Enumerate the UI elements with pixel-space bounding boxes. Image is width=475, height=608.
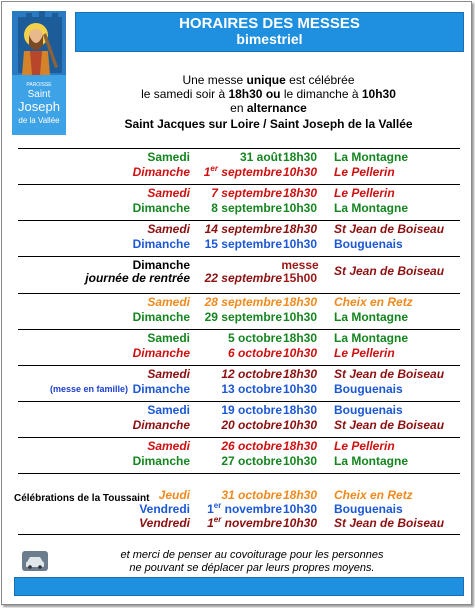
parish-logo (12, 11, 66, 135)
table-row (18, 295, 460, 310)
intro-text (75, 73, 462, 131)
row-place: St Jean de Boiseau (334, 367, 445, 381)
row-group (18, 438, 460, 473)
row-group (18, 185, 460, 220)
table-row (18, 454, 460, 469)
row-day: Dimanche (132, 258, 190, 272)
row-day: Dimanche (132, 165, 190, 179)
page-title: HORAIRES DES MESSES (179, 15, 360, 32)
table-row (18, 165, 460, 180)
row-time: 10h30 (282, 346, 318, 360)
carpool-line-1: et merci de penser au covoiturage pour les personnes (120, 549, 384, 561)
row-place: La Montagne (334, 331, 408, 345)
row-day: Dimanche (132, 201, 190, 215)
row-date-month: novembre (221, 502, 282, 516)
row-date: 31 octobre (221, 488, 282, 502)
table-row (18, 418, 460, 433)
row-date: 6 octobre (227, 346, 282, 360)
row-group (18, 294, 460, 329)
row-place: Bouguenais (334, 403, 403, 417)
logo-text-1: PAROISSE (26, 82, 52, 88)
table-row (18, 516, 460, 531)
row-day: Vendredi (139, 516, 190, 530)
row-day: Samedi (147, 403, 190, 417)
car-icon (22, 551, 48, 571)
row-date: 5 octobre (227, 331, 282, 345)
table-row (18, 201, 460, 216)
carpool-note (72, 549, 432, 575)
intro-places: Saint Jacques sur Loire / Saint Joseph de la Vallée (124, 117, 413, 131)
table-row (18, 346, 460, 361)
table-row (18, 403, 460, 418)
row-time: 10h30 (282, 454, 318, 468)
row-day: Samedi (147, 222, 190, 236)
row-day-subtitle: journée de rentrée (85, 271, 190, 285)
row-date: 22 septembre (204, 271, 282, 285)
row-group (18, 330, 460, 365)
row-day: Vendredi (139, 502, 190, 516)
logo-text-4: de la Vallée (18, 116, 60, 125)
row-time: 18h30 (282, 295, 318, 309)
page (1, 1, 472, 605)
logo-text-2: Saint (27, 89, 51, 100)
row-place: La Montagne (334, 201, 408, 215)
row-time: 10h30 (282, 237, 318, 251)
row-date-sup: er (210, 164, 218, 173)
intro-line-3: en alternance (230, 101, 307, 115)
page-subtitle: bimestriel (236, 31, 303, 47)
row-date: 28 septembre (204, 295, 282, 309)
table-row (18, 382, 460, 397)
row-time: 10h30 (282, 502, 318, 516)
row-time: 18h30 (282, 331, 318, 345)
row-date: 27 octobre (221, 454, 282, 468)
row-date: 26 octobre (221, 439, 282, 453)
table-row (18, 150, 460, 165)
row-time: 10h30 (282, 165, 318, 179)
row-time: 18h30 (282, 403, 318, 417)
row-date-num: 1 (203, 165, 211, 179)
row-place: St Jean de Boiseau (334, 418, 445, 432)
row-place: La Montagne (334, 454, 408, 468)
row-time: 10h30 (282, 310, 318, 324)
row-date: 7 septembre (211, 186, 282, 200)
row-date (204, 165, 282, 180)
row-place: Cheix en Retz (334, 295, 413, 309)
row-place: La Montagne (334, 150, 408, 164)
row-group (18, 257, 460, 293)
row-day: Jeudi (158, 488, 190, 502)
row-time: 18h30 (282, 439, 318, 453)
footer-bar (14, 577, 464, 596)
row-date: 14 septembre (204, 222, 282, 236)
row-date-sup: er (213, 501, 222, 510)
row-day: Samedi (147, 295, 190, 309)
row-day: Samedi (147, 150, 190, 164)
row-group-toussaint (18, 474, 460, 534)
carpool-line-2: ne pouvant se déplacer par leurs propres moyens. (129, 562, 375, 574)
row-date: 19 octobre (221, 403, 282, 417)
row-place: Le Pellerin (334, 439, 395, 453)
row-day: Dimanche (132, 382, 190, 396)
row-day: Dimanche (132, 418, 190, 432)
row-date (207, 516, 282, 531)
row-place: La Montagne (334, 310, 408, 324)
row-date: 8 septembre (211, 201, 282, 215)
row-time: messe (281, 258, 319, 272)
row-time: 18h30 (282, 186, 318, 200)
row-time: 18h30 (282, 222, 318, 236)
row-date: 13 octobre (221, 382, 282, 396)
toussaint-title: Célébrations de la Toussaint (14, 493, 150, 504)
row-date: 20 octobre (221, 418, 282, 432)
row-date-month: novembre (221, 516, 282, 530)
row-place: Bouguenais (334, 502, 403, 516)
row-date-num: 1 (207, 502, 214, 516)
row-separator (18, 534, 460, 535)
row-day: Dimanche (132, 237, 190, 251)
row-place: Bouguenais (334, 237, 403, 251)
row-place: Le Pellerin (334, 186, 395, 200)
header-bar (75, 12, 464, 52)
intro-line-2: le samedi soir à 18h30 ou le dimanche à 10h30 (141, 87, 396, 101)
row-place: St Jean de Boiseau (334, 264, 445, 278)
row-time: 10h30 (282, 201, 318, 215)
row-date-num: 1 (207, 516, 214, 530)
row-time: 10h30 (282, 382, 318, 396)
table-row (18, 310, 460, 325)
row-group (18, 402, 460, 437)
row-place: Le Pellerin (334, 346, 395, 360)
row-date-month: septembre (217, 165, 282, 179)
row-time: 10h30 (282, 418, 318, 432)
schedule-table (18, 148, 460, 535)
row-note: (messe en famille) (49, 384, 128, 394)
row-time: 15h00 (282, 271, 318, 285)
row-group (18, 149, 460, 184)
row-group (18, 221, 460, 256)
row-time: 18h30 (282, 367, 318, 381)
logo-text-3: Joseph (18, 99, 60, 114)
row-date-sup: er (213, 515, 222, 524)
row-day: Samedi (147, 186, 190, 200)
table-row (18, 222, 460, 237)
row-day: Dimanche (132, 310, 190, 324)
table-row (18, 186, 460, 201)
row-day: Samedi (147, 367, 190, 381)
table-row (18, 237, 460, 252)
row-date: 29 septembre (204, 310, 282, 324)
row-day: Dimanche (132, 346, 190, 360)
row-date: 12 octobre (221, 367, 282, 381)
row-date: 15 septembre (204, 237, 282, 251)
intro-line-1: Une messe unique est célébrée (182, 73, 355, 87)
row-day: Dimanche (132, 454, 190, 468)
row-place: Le Pellerin (334, 165, 395, 179)
table-row (18, 367, 460, 382)
row-place: Cheix en Retz (334, 488, 413, 502)
table-row (18, 502, 460, 517)
row-time: 18h30 (282, 150, 318, 164)
row-day: Samedi (147, 439, 190, 453)
table-row (18, 439, 460, 454)
row-day: Samedi (147, 331, 190, 345)
table-row (18, 331, 460, 346)
row-date: 31 août (239, 150, 282, 164)
row-group (18, 366, 460, 401)
row-time: 18h30 (282, 488, 318, 502)
row-time: 10h30 (282, 516, 318, 530)
row-place: St Jean de Boiseau (334, 516, 445, 530)
row-place: Bouguenais (334, 382, 403, 396)
row-place: St Jean de Boiseau (334, 222, 445, 236)
